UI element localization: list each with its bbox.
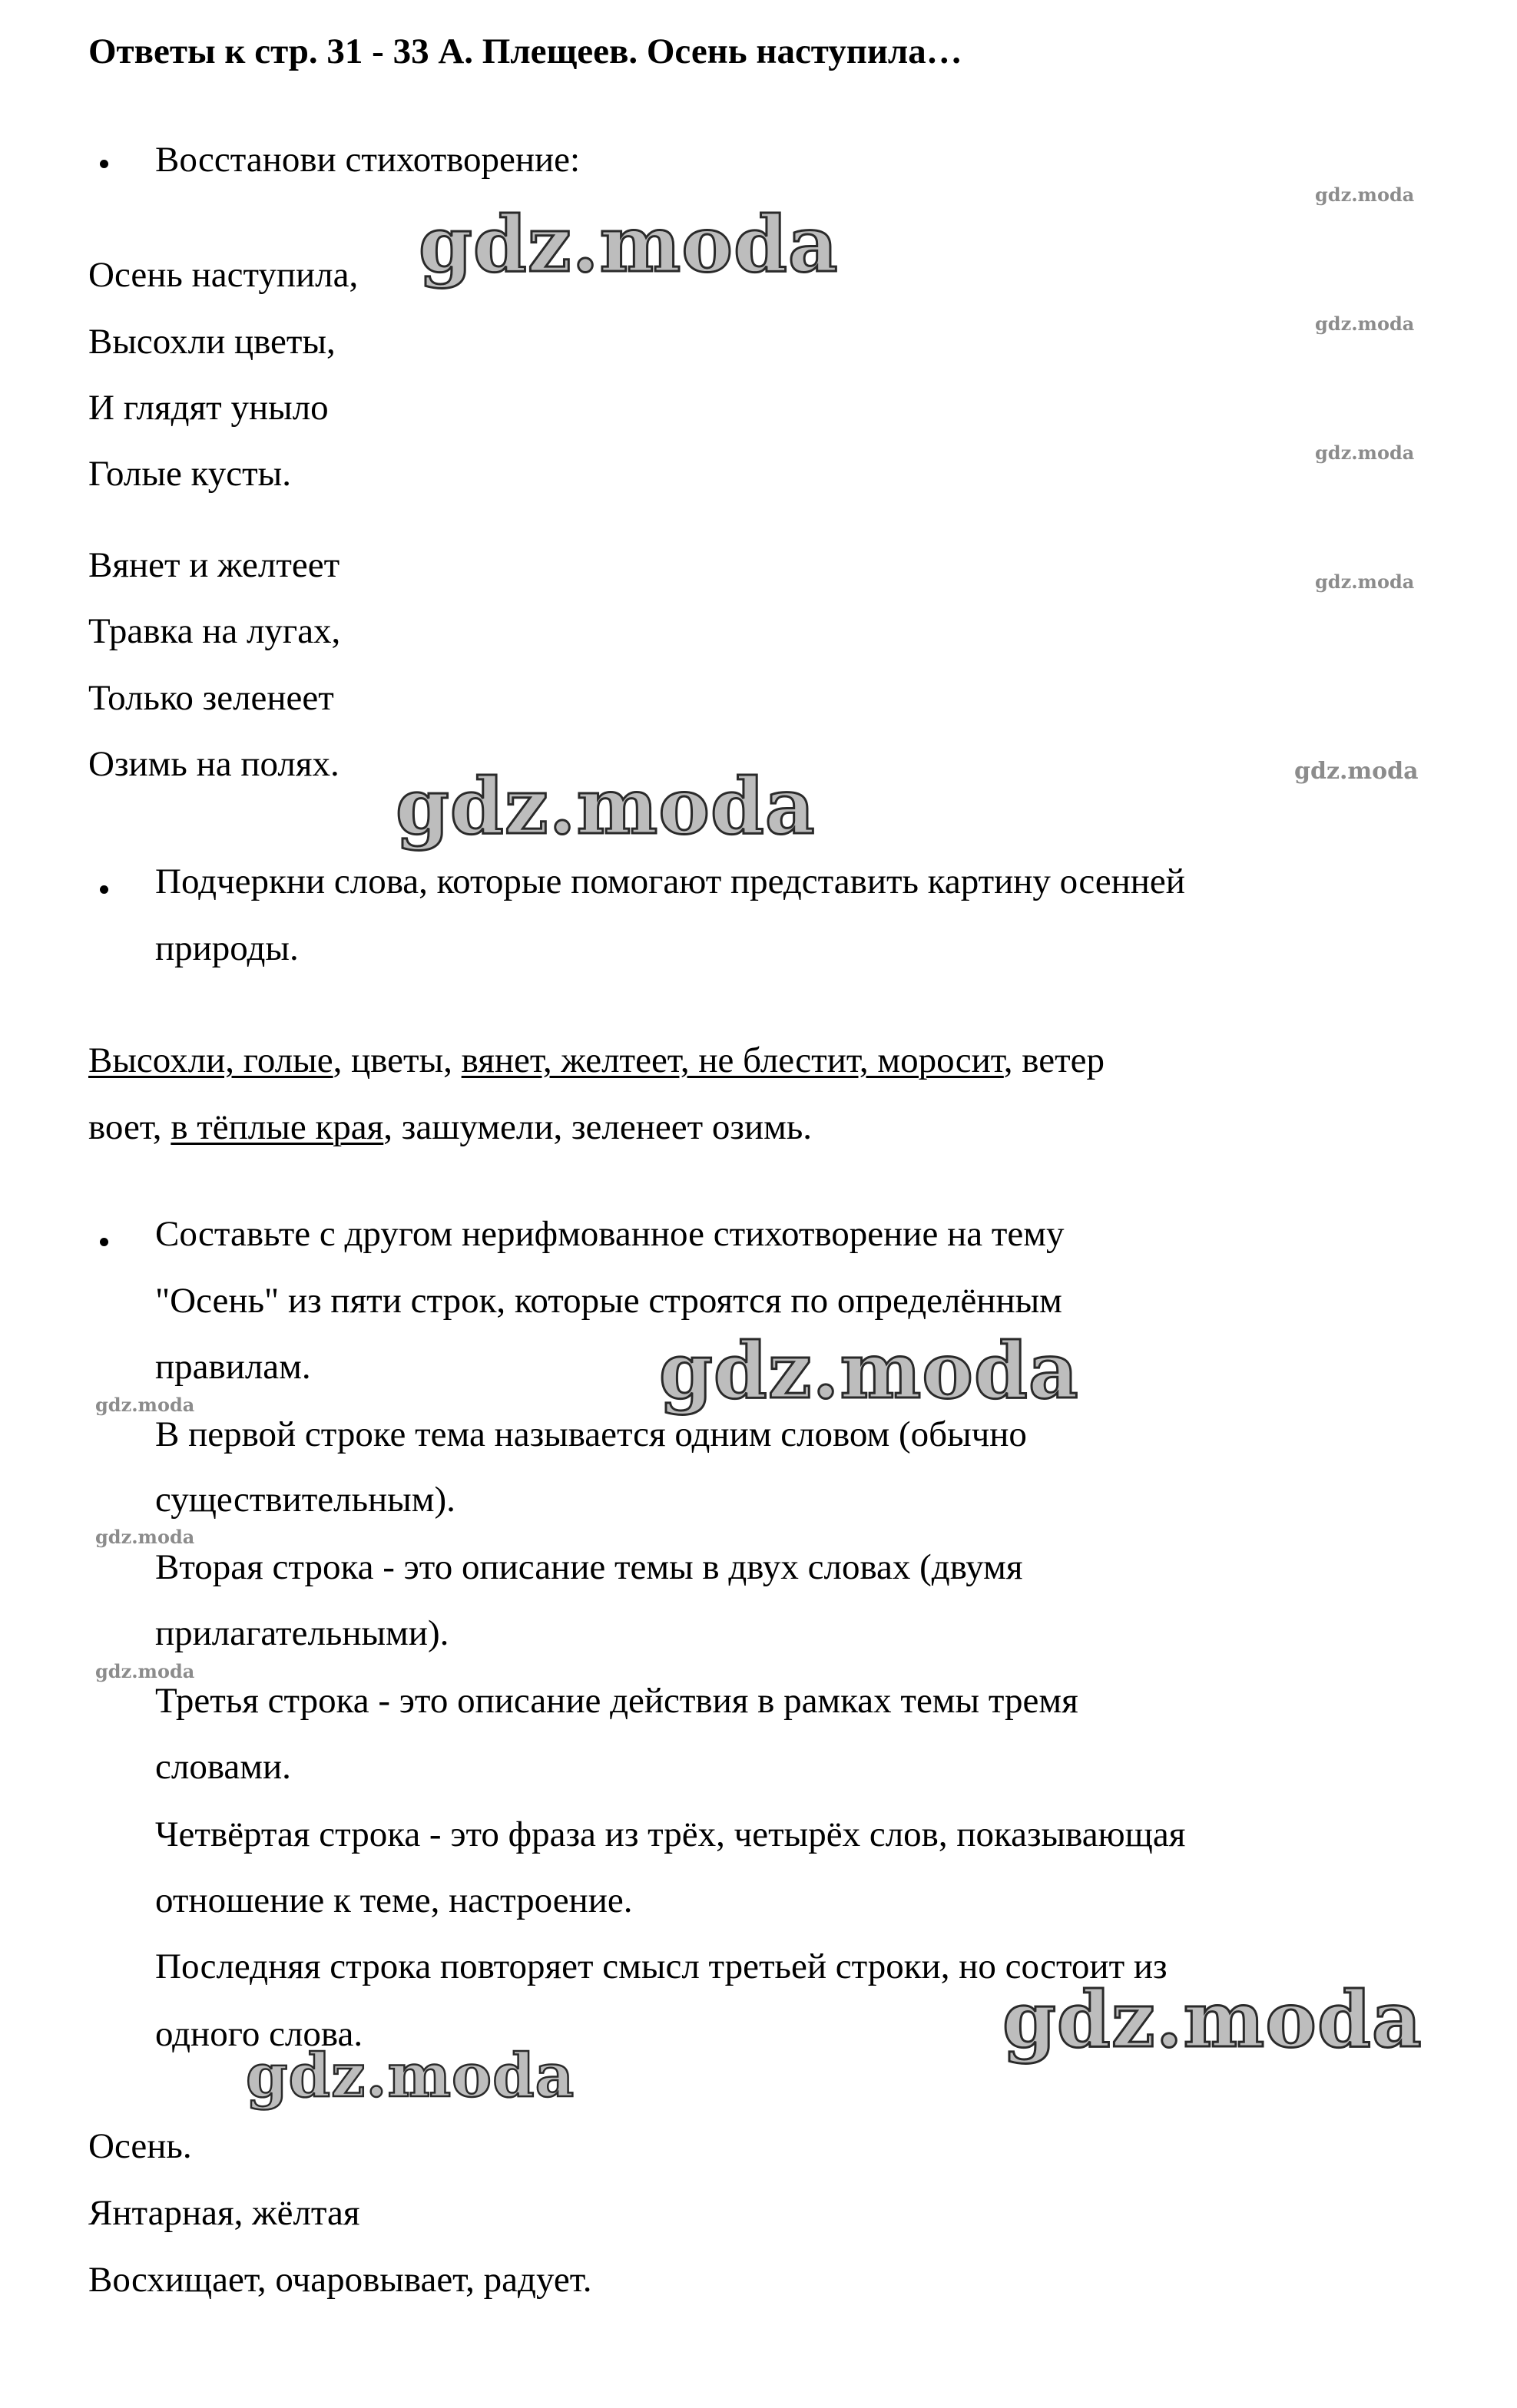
underlined-words: в тёплые края <box>171 1107 384 1147</box>
task3-prompt-line: отношение к теме, настроение. <box>155 1880 633 1920</box>
watermark-small: gdz.moda <box>95 1660 195 1682</box>
underlined-words: вянет, желтеет, не блестит, моросит <box>461 1040 1004 1080</box>
task3-prompt-line: словами. <box>155 1747 291 1787</box>
task3-prompt-line: прилагательными). <box>155 1613 449 1653</box>
answer-text: , цветы, <box>333 1040 462 1080</box>
task3-prompt-line: Четвёртая строка - это фраза из трёх, четырёх слов, показывающая <box>155 1814 1186 1854</box>
watermark-logo: gdz.moda <box>419 199 839 289</box>
task3-answer-line: Восхищает, очаровывает, радует. <box>88 2260 592 2300</box>
task3-prompt-line: Составьте с другом нерифмованное стихотворение на тему <box>155 1214 1065 1254</box>
task2-prompt-line: Подчеркни слова, которые помогают представить картину осенней <box>155 862 1185 901</box>
task3-answer-line: Осень. <box>88 2126 192 2166</box>
task3-prompt-line: В первой строке тема называется одним словом (обычно <box>155 1414 1027 1454</box>
poem-line: Только зеленеет <box>88 678 334 718</box>
poem-line: Озимь на полях. <box>88 744 340 784</box>
bullet-icon <box>100 885 108 894</box>
watermark-logo: gdz.moda <box>659 1325 1079 1416</box>
poem-line: Голые кусты. <box>88 454 291 494</box>
task3-prompt-line: Третья строка - это описание действия в рамках темы тремя <box>155 1681 1078 1721</box>
answer-text: , зашумели, зеленеет озимь. <box>383 1107 813 1147</box>
answer-text: , ветер <box>1003 1040 1105 1080</box>
watermark-logo: gdz.moda <box>246 2041 575 2111</box>
poem-line: Вянет и желтеет <box>88 545 340 585</box>
watermark-small: gdz.moda <box>95 1526 195 1548</box>
bullet-icon <box>100 1238 108 1246</box>
task3-prompt-line: Последняя строка повторяет смысл третьей строки, но состоит из <box>155 1947 1168 1986</box>
bullet-icon <box>100 160 108 168</box>
answer-text: воет, <box>88 1107 171 1147</box>
watermark-small: gdz.moda <box>1294 758 1419 785</box>
page-title: Ответы к стр. 31 - 33 А. Плещеев. Осень наступила… <box>88 31 962 71</box>
watermark-logo: gdz.moda <box>396 761 816 852</box>
task1-prompt: Восстанови стихотворение: <box>155 140 581 180</box>
poem-line: Высохли цветы, <box>88 322 336 362</box>
poem-line: Травка на лугах, <box>88 611 341 651</box>
task3-prompt-line: правилам. <box>155 1347 311 1387</box>
watermark-small: gdz.moda <box>95 1394 195 1416</box>
task3-prompt-line: Вторая строка - это описание темы в двух словах (двумя <box>155 1547 1023 1587</box>
watermark-small: gdz.moda <box>1315 442 1415 464</box>
task2-prompt-line: природы. <box>155 928 299 968</box>
watermark-small: gdz.moda <box>1315 313 1415 335</box>
watermark-small: gdz.moda <box>1315 184 1415 206</box>
task3-prompt-line: одного слова. <box>155 2014 363 2054</box>
task3-prompt-line: "Осень" из пяти строк, которые строятся по определённым <box>155 1281 1062 1321</box>
underlined-words: Высохли, голые <box>88 1040 333 1080</box>
watermark-small: gdz.moda <box>1315 571 1415 593</box>
watermark-logo: gdz.moda <box>1002 1974 1423 2065</box>
poem-line: Осень наступила, <box>88 255 359 295</box>
task2-answer-line-1 <box>88 1040 1105 1080</box>
task3-prompt-line: существительным). <box>155 1480 455 1520</box>
task2-answer-line-2 <box>88 1107 813 1147</box>
task3-answer-line: Янтарная, жёлтая <box>88 2193 360 2233</box>
poem-line: И глядят уныло <box>88 388 329 428</box>
